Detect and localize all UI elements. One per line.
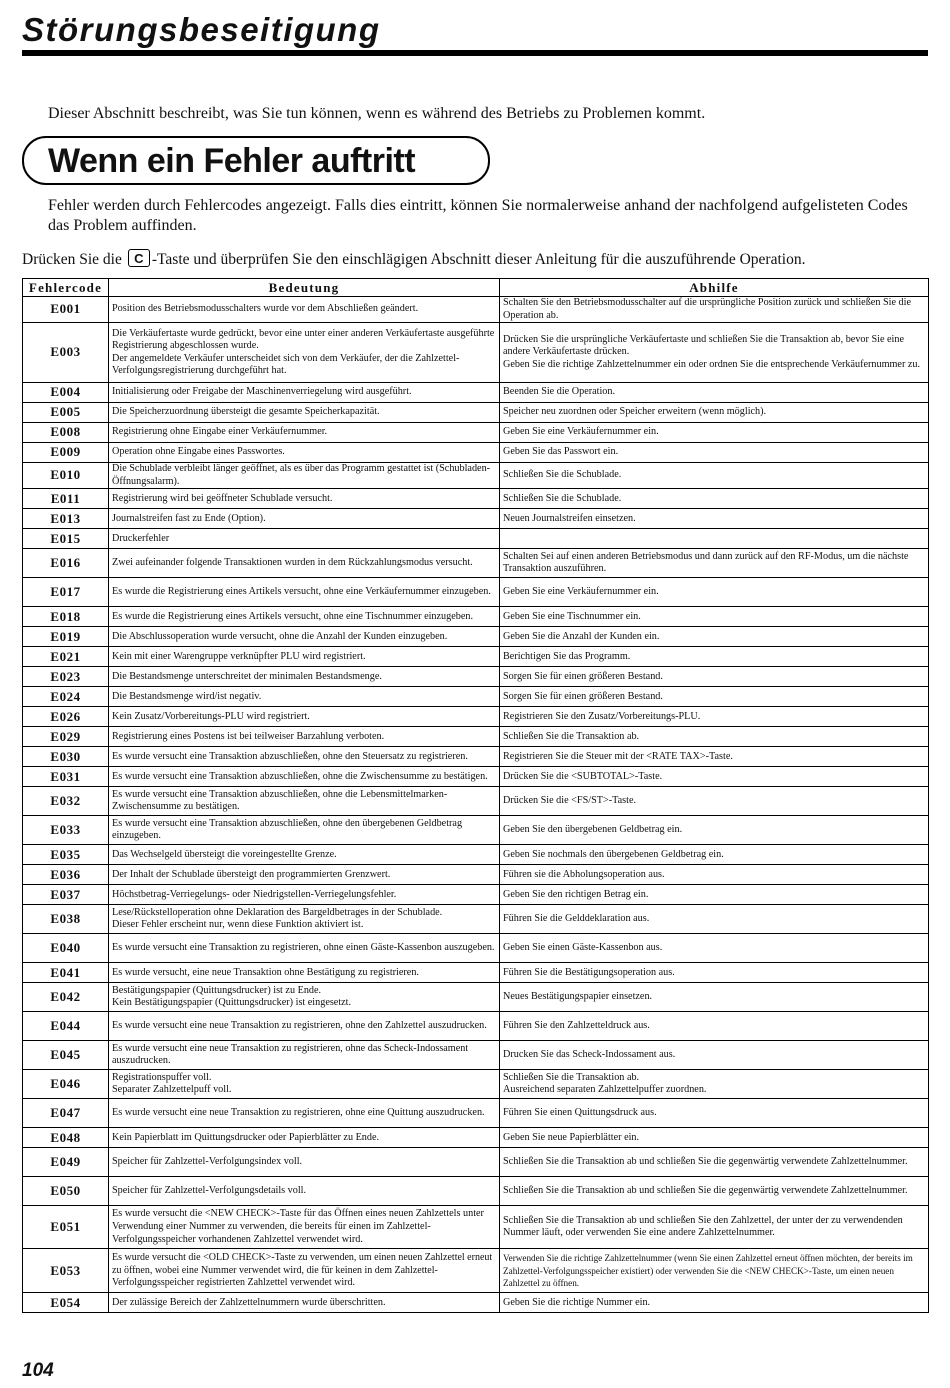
remedy-text: Geben Sie das Passwort ein.: [503, 446, 619, 458]
error-code-cell: E003: [23, 323, 109, 383]
remedy-cell: [500, 983, 929, 1012]
error-code-cell: E008: [23, 423, 109, 443]
error-code-cell: E041: [23, 963, 109, 983]
meaning-cell: [109, 707, 500, 727]
remedy-cell: [500, 767, 929, 787]
table-row: [23, 1148, 929, 1177]
table-row: [23, 767, 929, 787]
meaning-text: Bestätigungspapier (Quittungsdrucker) ist zu Ende.: [112, 984, 322, 996]
meaning-text: Es wurde versucht eine Transaktion zu registrieren, ohne einen Gäste-Kassenbon auszugeben.: [112, 942, 495, 954]
meaning-cell: [109, 865, 500, 885]
remedy-text: Führen sie die Abholungsoperation aus.: [503, 868, 665, 880]
error-code-cell: E009: [23, 443, 109, 463]
header-rule: [22, 50, 928, 56]
meaning-cell: [109, 1177, 500, 1206]
error-table-body: [23, 297, 929, 1313]
meaning-text: Lese/Rückstelloperation ohne Deklaration des Bargeldbetrages in der Schublade.: [112, 906, 443, 918]
remedy-cell: [500, 1148, 929, 1177]
meaning-text: Kein Bestätigungspapier (Quittungsdrucker) ist eingesetzt.: [112, 997, 352, 1009]
table-row: [23, 423, 929, 443]
table-row: [23, 1041, 929, 1070]
remedy-cell: [500, 383, 929, 403]
meaning-text: Die Abschlussoperation wurde versucht, ohne die Anzahl der Kunden einzugeben.: [112, 630, 448, 642]
column-header-remedy: Abhilfe: [500, 279, 929, 297]
table-row: [23, 983, 929, 1012]
intro-text: Dieser Abschnitt beschreibt, was Sie tun können, wenn es während des Betriebs zu Problemen kommt.: [48, 105, 706, 122]
error-code-cell: E024: [23, 687, 109, 707]
remedy-text: Drücken Sie die ursprüngliche Verkäufertaste und schließen Sie die Transaktion ab, bevor Sie eine andere Verkäufertaste drücken.: [503, 333, 904, 358]
meaning-text: Es wurde versucht eine Transaktion abzuschließen, ohne die Lebensmittelmarken-Zwischensumme zu bestätigen.: [112, 788, 448, 813]
meaning-text: Die Verkäufertaste wurde gedrückt, bevor eine unter einer anderen Verkäufertaste ausgeführte Registrierung abgeschlossen wurde.: [112, 327, 495, 352]
table-row: [23, 1128, 929, 1148]
error-code-cell: E017: [23, 578, 109, 607]
remedy-text: Geben Sie eine Verkäufernummer ein.: [503, 426, 659, 438]
meaning-cell: [109, 647, 500, 667]
error-code-cell: E038: [23, 905, 109, 934]
meaning-text: Registrierung ohne Eingabe einer Verkäufernummer.: [112, 426, 328, 438]
meaning-text: Es wurde versucht eine neue Transaktion zu registrieren, ohne den Zahlzettel auszudrucken.: [112, 1020, 487, 1032]
meaning-text: Druckerfehler: [112, 532, 170, 544]
meaning-text: Speicher für Zahlzettel-Verfolgungsindex voll.: [112, 1156, 303, 1168]
meaning-cell: [109, 383, 500, 403]
remedy-text: Schließen Sie die Transaktion ab und schließen Sie den Zahlzettel, der unter der zu verwendenden Nummer läuft, oder verwenden Sie eine andere Zahlzettelnummer.: [503, 1214, 903, 1239]
error-code-cell: E010: [23, 463, 109, 489]
error-code-cell: E031: [23, 767, 109, 787]
remedy-text: Geben Sie eine Verkäufernummer ein.: [503, 586, 659, 598]
key-instruction: [22, 249, 932, 271]
error-code-cell: E005: [23, 403, 109, 423]
error-code-cell: E019: [23, 627, 109, 647]
meaning-text: Es wurde versucht eine Transaktion abzuschließen, ohne den Steuersatz zu registrieren.: [112, 750, 468, 762]
meaning-cell: [109, 463, 500, 489]
meaning-cell: [109, 323, 500, 383]
meaning-cell: [109, 297, 500, 323]
remedy-cell: [500, 787, 929, 816]
section-description: Fehler werden durch Fehlercodes angezeigt. Falls dies eintritt, können Sie normalerweise anhand der nachfolgend aufgelisteten Codes das Problem auffinden.: [48, 197, 908, 234]
table-row: [23, 529, 929, 549]
remedy-cell: [500, 1206, 929, 1249]
meaning-cell: [109, 443, 500, 463]
meaning-cell: [109, 1148, 500, 1177]
remedy-cell: [500, 1070, 929, 1099]
meaning-cell: [109, 687, 500, 707]
error-code-cell: E023: [23, 667, 109, 687]
error-code-cell: E045: [23, 1041, 109, 1070]
page-header: [22, 8, 928, 56]
error-code-table: [22, 278, 929, 1313]
remedy-cell: [500, 747, 929, 767]
error-code-cell: E026: [23, 707, 109, 727]
error-code-cell: E015: [23, 529, 109, 549]
table-row: [23, 549, 929, 578]
remedy-cell: [500, 1128, 929, 1148]
remedy-cell: [500, 443, 929, 463]
remedy-cell: [500, 647, 929, 667]
error-code-cell: E021: [23, 647, 109, 667]
error-code-cell: E054: [23, 1293, 109, 1313]
remedy-text: Drucken Sie das Scheck-Indossament aus.: [503, 1049, 676, 1061]
meaning-cell: [109, 767, 500, 787]
table-row: [23, 489, 929, 509]
remedy-cell: [500, 1293, 929, 1313]
meaning-text: Der angemeldete Verkäufer unterscheidet sich von dem Verkäufer, der die Zahlzettel-Verfolgungsregistrierung durchgeführt hat.: [112, 352, 460, 377]
remedy-cell: [500, 1041, 929, 1070]
meaning-cell: [109, 627, 500, 647]
error-code-cell: E013: [23, 509, 109, 529]
remedy-cell: [500, 845, 929, 865]
remedy-text: Geben Sie die richtige Zahlzettelnummer ein oder ordnen Sie die entsprechende Verkäufernummer zu.: [503, 358, 921, 370]
table-row: [23, 1012, 929, 1041]
remedy-cell: [500, 687, 929, 707]
meaning-cell: [109, 1293, 500, 1313]
table-row: [23, 403, 929, 423]
table-row: [23, 747, 929, 767]
table-row: [23, 816, 929, 845]
remedy-cell: [500, 489, 929, 509]
meaning-text: Der zulässige Bereich der Zahlzettelnummern wurde überschritten.: [112, 1296, 386, 1308]
remedy-cell: [500, 865, 929, 885]
remedy-text: Sorgen Sie für einen größeren Bestand.: [503, 670, 663, 682]
remedy-text: Geben Sie neue Papierblätter ein.: [503, 1131, 640, 1143]
table-row: [23, 687, 929, 707]
remedy-cell: [500, 463, 929, 489]
remedy-cell: [500, 509, 929, 529]
error-code-cell: E047: [23, 1099, 109, 1128]
meaning-cell: [109, 816, 500, 845]
table-row: [23, 627, 929, 647]
error-code-cell: E049: [23, 1148, 109, 1177]
remedy-text: Geben Sie die Anzahl der Kunden ein.: [503, 630, 660, 642]
remedy-cell: [500, 1249, 929, 1293]
meaning-text: Die Bestandsmenge unterschreitet der minimalen Bestandsmenge.: [112, 670, 382, 682]
table-row: [23, 323, 929, 383]
c-key-icon: C: [128, 249, 150, 267]
meaning-text: Es wurde versucht, eine neue Transaktion ohne Bestätigung zu registrieren.: [112, 966, 419, 978]
remedy-text: Schalten Sie den Betriebsmodusschalter auf die ursprüngliche Position zurück und schließen Sie die Operation ab.: [503, 297, 911, 321]
meaning-text: Es wurde versucht die <OLD CHECK>-Taste zu verwenden, um einen neuen Zahlzettel erneut zu öffnen, wobei eine Nummer verwendet wird, die für keinen in dem Zahlzettel-Verfolgungsspeicher registrierten Zahlzettel verwendet wird.: [112, 1251, 493, 1289]
meaning-cell: [109, 1099, 500, 1128]
meaning-text: Operation ohne Eingabe eines Passwortes.: [112, 446, 285, 458]
table-row: [23, 297, 929, 323]
meaning-text: Die Speicherzuordnung übersteigt die gesamte Speicherkapazität.: [112, 406, 380, 418]
remedy-text: Führen Sie einen Quittungsdruck aus.: [503, 1107, 657, 1119]
error-code-cell: E032: [23, 787, 109, 816]
remedy-text: Geben Sie eine Tischnummer ein.: [503, 610, 641, 622]
remedy-text: Schließen Sie die Transaktion ab und schließen Sie die gegenwärtig verwendete Zahlzettelnummer.: [503, 1156, 908, 1168]
meaning-cell: [109, 1070, 500, 1099]
error-code-cell: E001: [23, 297, 109, 323]
meaning-cell: [109, 845, 500, 865]
table-row: [23, 443, 929, 463]
table-row: [23, 727, 929, 747]
remedy-text: Drücken Sie die <SUBTOTAL>-Taste.: [503, 770, 663, 782]
error-code-cell: E030: [23, 747, 109, 767]
column-header-meaning: Bedeutung: [109, 279, 500, 297]
error-code-cell: E046: [23, 1070, 109, 1099]
meaning-cell: [109, 549, 500, 578]
meaning-text: Kein Zusatz/Vorbereitungs-PLU wird registriert.: [112, 710, 310, 722]
remedy-cell: [500, 885, 929, 905]
remedy-cell: [500, 934, 929, 963]
error-code-cell: E018: [23, 607, 109, 627]
meaning-cell: [109, 905, 500, 934]
meaning-text: Dieser Fehler erscheint nur, wenn diese Funktion aktiviert ist.: [112, 919, 364, 931]
meaning-text: Kein mit einer Warengruppe verknüpfter PLU wird registriert.: [112, 650, 366, 662]
meaning-cell: [109, 747, 500, 767]
meaning-text: Speicher für Zahlzettel-Verfolgungsdetails voll.: [112, 1185, 307, 1197]
remedy-text: Führen Sie die Bestätigungsoperation aus.: [503, 966, 675, 978]
remedy-text: Registrieren Sie den Zusatz/Vorbereitungs-PLU.: [503, 710, 701, 722]
remedy-cell: [500, 1177, 929, 1206]
remedy-text: Führen Sie die Gelddeklaration aus.: [503, 913, 650, 925]
meaning-text: Das Wechselgeld übersteigt die voreingestellte Grenze.: [112, 848, 337, 860]
remedy-text: Führen Sie den Zahlzetteldruck aus.: [503, 1020, 650, 1032]
table-row: [23, 707, 929, 727]
remedy-text: Schließen Sie die Transaktion ab.: [503, 1071, 640, 1083]
error-code-cell: E040: [23, 934, 109, 963]
remedy-cell: [500, 707, 929, 727]
meaning-text: Journalstreifen fast zu Ende (Option).: [112, 512, 266, 524]
meaning-text: Position des Betriebsmodusschalters wurde vor dem Abschließen geändert.: [112, 303, 419, 315]
remedy-cell: [500, 727, 929, 747]
remedy-text: Geben Sie nochmals den übergebenen Geldbetrag ein.: [503, 848, 724, 860]
remedy-cell: [500, 963, 929, 983]
meaning-text: Es wurde versucht die <NEW CHECK>-Taste für das Öffnen eines neuen Zahlzettels unter Verwendung einer Nummer zu verwenden, die bereits für einen im Zahlzettel-Verfolgungsspeicher vorhandenen Zahlzettel verwendet wird.: [112, 1208, 484, 1245]
table-row: [23, 905, 929, 934]
remedy-cell: [500, 423, 929, 443]
meaning-text: Der Inhalt der Schublade übersteigt den programmierten Grenzwert.: [112, 868, 391, 880]
remedy-text: Berichtigen Sie das Programm.: [503, 650, 631, 662]
meaning-text: Kein Papierblatt im Quittungsdrucker oder Papierblätter zu Ende.: [112, 1131, 380, 1143]
remedy-cell: [500, 323, 929, 383]
remedy-text: Geben Sie einen Gäste-Kassenbon aus.: [503, 942, 663, 954]
meaning-text: Initialisierung oder Freigabe der Maschinenverriegelung wird ausgeführt.: [112, 386, 412, 398]
table-row: [23, 1070, 929, 1099]
table-row: [23, 845, 929, 865]
meaning-cell: [109, 963, 500, 983]
table-row: [23, 647, 929, 667]
remedy-cell: [500, 529, 929, 549]
error-code-cell: E050: [23, 1177, 109, 1206]
table-row: [23, 607, 929, 627]
remedy-cell: [500, 578, 929, 607]
meaning-cell: [109, 667, 500, 687]
meaning-cell: [109, 423, 500, 443]
error-code-cell: E033: [23, 816, 109, 845]
meaning-text: Registrierung eines Postens ist bei teilweiser Barzahlung verboten.: [112, 730, 385, 742]
meaning-cell: [109, 1041, 500, 1070]
remedy-text: Verwenden Sie die richtige Zahlzettelnummer (wenn Sie einen Zahlzettel erneut öffnen möchten, der bereits im Zahlzettel-Verfolgungsspeicher existiert) oder verwenden Sie die <NEW CHECK>-Taste, um einen neuen Zahlzettel zu öffnen.: [503, 1252, 913, 1289]
key-instruction-before: Drücken Sie die: [22, 251, 122, 268]
remedy-text: Neues Bestätigungspapier einsetzen.: [503, 991, 653, 1003]
meaning-cell: [109, 529, 500, 549]
meaning-text: Separater Zahlzettelpuff voll.: [112, 1084, 232, 1096]
meaning-text: Es wurde versucht eine neue Transaktion zu registrieren, ohne das Scheck-Indossament auszudrucken.: [112, 1042, 469, 1067]
meaning-text: Es wurde versucht eine Transaktion abzuschließen, ohne den übergebenen Geldbetrag einzugeben.: [112, 817, 463, 842]
meaning-text: Registrationspuffer voll.: [112, 1071, 212, 1083]
remedy-text: Geben Sie den richtigen Betrag ein.: [503, 888, 649, 900]
table-row: [23, 509, 929, 529]
meaning-text: Es wurde versucht eine Transaktion abzuschließen, ohne die Zwischensumme zu bestätigen.: [112, 770, 488, 782]
section-heading-box: [22, 136, 490, 185]
meaning-cell: [109, 934, 500, 963]
meaning-text: Registrierung wird bei geöffneter Schublade versucht.: [112, 492, 333, 504]
error-code-cell: E004: [23, 383, 109, 403]
table-row: [23, 1293, 929, 1313]
error-code-cell: E048: [23, 1128, 109, 1148]
column-header-code: Fehlercode: [23, 279, 109, 297]
meaning-text: Die Schublade verbleibt länger geöffnet, als es über das Programm gestattet ist (Schubladen-Öffnungsalarm).: [112, 463, 491, 487]
table-row: [23, 578, 929, 607]
meaning-cell: [109, 509, 500, 529]
remedy-cell: [500, 816, 929, 845]
section-heading: Wenn ein Fehler auftritt: [48, 142, 416, 180]
table-row: [23, 1099, 929, 1128]
meaning-text: Es wurde die Registrierung eines Artikels versucht, ohne eine Tischnummer einzugeben.: [112, 610, 474, 622]
meaning-cell: [109, 727, 500, 747]
meaning-text: Es wurde versucht eine neue Transaktion zu registrieren, ohne eine Quittung auszudrucken.: [112, 1107, 485, 1119]
remedy-cell: [500, 549, 929, 578]
remedy-text: Geben Sie die richtige Nummer ein.: [503, 1296, 651, 1308]
meaning-text: Es wurde die Registrierung eines Artikels versucht, ohne eine Verkäufernummer einzugeben.: [112, 586, 491, 598]
meaning-cell: [109, 1128, 500, 1148]
remedy-text: Registrieren Sie die Steuer mit der <RATE TAX>-Taste.: [503, 750, 733, 762]
remedy-cell: [500, 667, 929, 687]
remedy-text: Neuen Journalstreifen einsetzen.: [503, 512, 636, 524]
error-code-cell: E029: [23, 727, 109, 747]
remedy-cell: [500, 297, 929, 323]
meaning-text: Zwei aufeinander folgende Transaktionen wurden in dem Rückzahlungsmodus versucht.: [112, 557, 473, 569]
remedy-text: Ausreichend separaten Zahlzettelpuffer zuordnen.: [503, 1084, 707, 1096]
meaning-cell: [109, 1249, 500, 1293]
meaning-cell: [109, 578, 500, 607]
meaning-cell: [109, 983, 500, 1012]
remedy-text: Speicher neu zuordnen oder Speicher erweitern (wenn möglich).: [503, 406, 767, 418]
error-code-cell: E036: [23, 865, 109, 885]
remedy-cell: [500, 627, 929, 647]
remedy-text: Schließen Sie die Transaktion ab.: [503, 730, 640, 742]
remedy-text: Beenden Sie die Operation.: [503, 386, 616, 398]
remedy-cell: [500, 403, 929, 423]
remedy-text: Geben Sie den übergebenen Geldbetrag ein.: [503, 824, 683, 836]
remedy-cell: [500, 905, 929, 934]
error-code-cell: E044: [23, 1012, 109, 1041]
table-row: [23, 934, 929, 963]
meaning-cell: [109, 489, 500, 509]
table-row: [23, 865, 929, 885]
meaning-cell: [109, 607, 500, 627]
table-row: [23, 1177, 929, 1206]
table-row: [23, 463, 929, 489]
remedy-text: Schließen Sie die Schublade.: [503, 492, 622, 504]
error-code-cell: E016: [23, 549, 109, 578]
error-code-cell: E053: [23, 1249, 109, 1293]
meaning-cell: [109, 1012, 500, 1041]
table-row: [23, 885, 929, 905]
table-row: [23, 1206, 929, 1249]
table-row: [23, 383, 929, 403]
page-number: 104: [22, 1360, 54, 1381]
meaning-cell: [109, 403, 500, 423]
remedy-text: Schalten Sei auf einen anderen Betriebsmodus und dann zurück auf den RF-Modus, um die nächste Transaktion auszuführen.: [503, 550, 909, 575]
table-row: [23, 667, 929, 687]
error-code-cell: E037: [23, 885, 109, 905]
error-code-cell: E042: [23, 983, 109, 1012]
remedy-text: Schließen Sie die Schublade.: [503, 469, 622, 481]
table-row: [23, 963, 929, 983]
error-code-cell: E011: [23, 489, 109, 509]
meaning-cell: [109, 1206, 500, 1249]
page-title: Störungsbeseitigung: [22, 11, 381, 48]
table-header-row: [23, 279, 929, 297]
meaning-text: Höchstbetrag-Verriegelungs- oder Niedrigstellen-Verriegelungsfehler.: [112, 888, 397, 900]
remedy-cell: [500, 607, 929, 627]
meaning-cell: [109, 787, 500, 816]
key-instruction-after: -Taste und überprüfen Sie den einschlägigen Abschnitt dieser Anleitung für die auszuführende Operation.: [151, 251, 806, 268]
meaning-text: Die Bestandsmenge wird/ist negativ.: [112, 690, 262, 702]
error-code-cell: E035: [23, 845, 109, 865]
remedy-cell: [500, 1099, 929, 1128]
meaning-cell: [109, 885, 500, 905]
error-code-cell: E051: [23, 1206, 109, 1249]
remedy-text: Schließen Sie die Transaktion ab und schließen Sie die gegenwärtig verwendete Zahlzettelnummer.: [503, 1185, 908, 1197]
table-row: [23, 1249, 929, 1293]
remedy-cell: [500, 1012, 929, 1041]
remedy-text: Drücken Sie die <FS/ST>-Taste.: [503, 795, 637, 807]
remedy-text: Sorgen Sie für einen größeren Bestand.: [503, 690, 663, 702]
table-row: [23, 787, 929, 816]
